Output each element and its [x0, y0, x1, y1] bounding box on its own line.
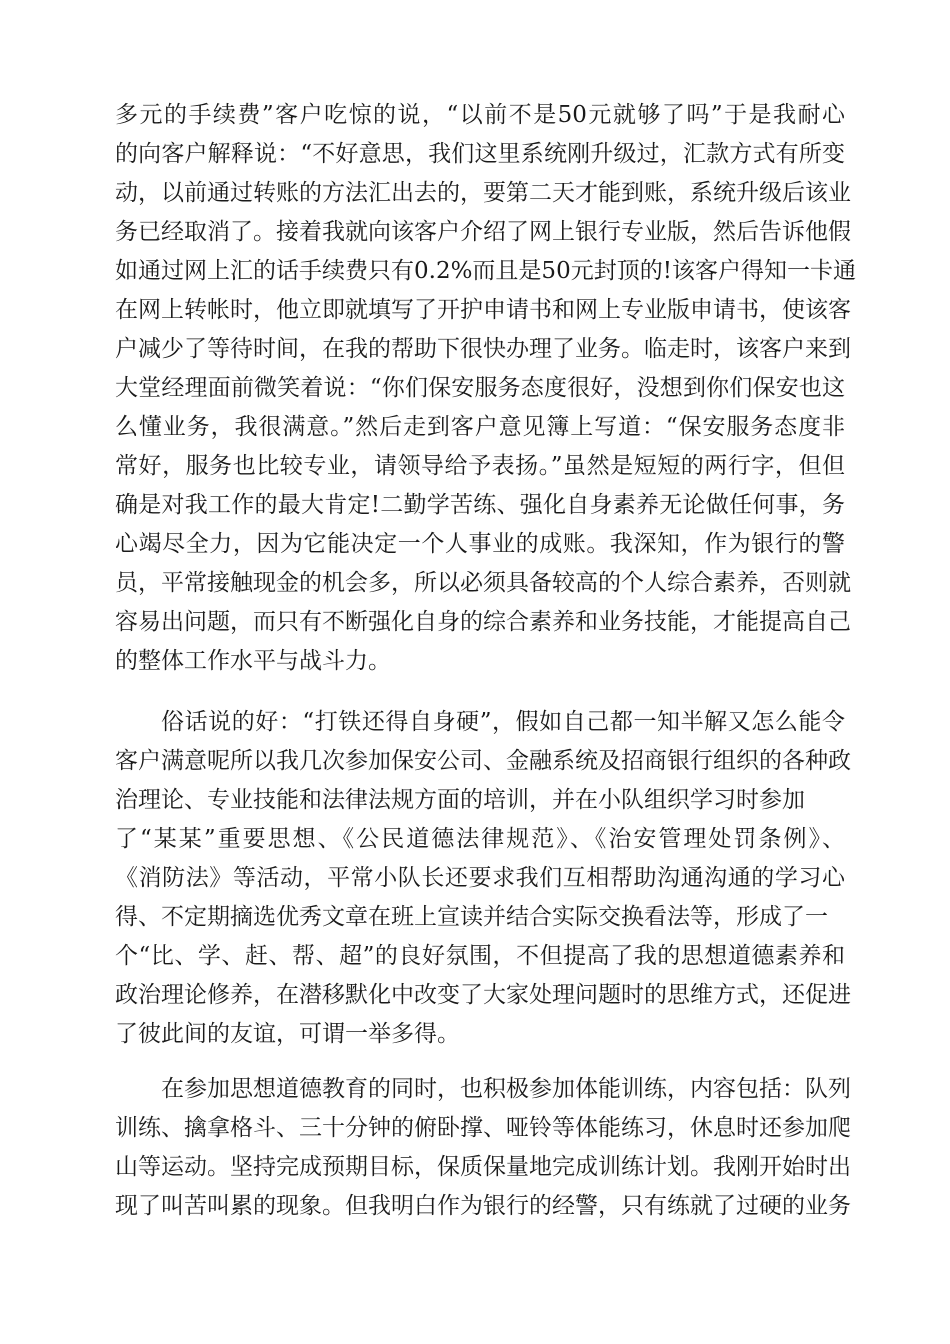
text-line: 的整体工作水平与战斗力。: [115, 648, 391, 674]
text-line: 治理论、专业技能和法律法规方面的培训，并在小队组织学习时参加: [115, 787, 805, 813]
text-line: 个“比、学、赶、帮、超”的良好氛围，不但提高了我的思想道德素养和: [115, 943, 845, 969]
text-line: 得、不定期摘选优秀文章在班上宣读并结合实际交换看法等，形成了一: [115, 904, 828, 930]
text-line: 了“某某”重要思想、《公民道德法律规范》、《治安管理处罚条例》、: [115, 826, 845, 852]
text-line: 了彼此间的友谊，可谓一举多得。: [115, 1021, 460, 1047]
text-line: 心竭尽全力，因为它能决定一个人事业的成账。我深知，作为银行的警: [115, 531, 845, 557]
text-line: 俗话说的好：“打铁还得自身硬”，假如自己都一知半解又怎么能令: [161, 709, 845, 735]
text-line: 客户满意呢所以我几次参加保安公司、金融系统及招商银行组织的各种政: [115, 748, 851, 774]
text-line: 山等运动。坚持完成预期目标，保质保量地完成训练计划。我刚开始时出: [115, 1154, 851, 1180]
text-line: 在网上转帐时，他立即就填写了开护申请书和网上专业版申请书，使该客: [115, 297, 851, 323]
text-line: 员，平常接触现金的机会多，所以必须具备较高的个人综合素养，否则就: [115, 570, 851, 596]
text-line: 现了叫苦叫累的现象。但我明白作为银行的经警，只有练就了过硬的业务: [115, 1193, 851, 1219]
text-line: 在参加思想道德教育的同时，也积极参加体能训练，内容包括：队列: [161, 1076, 851, 1102]
paragraph-3: [115, 1070, 851, 1226]
text-line: 训练、擒拿格斗、三十分钟的俯卧撑、哑铃等体能练习，休息时还参加爬: [115, 1115, 851, 1141]
text-line: 确是对我工作的最大肯定!二勤学苦练、强化自身素养无论做任何事，务: [115, 492, 845, 518]
text-line: 容易出问题，而只有不断强化自身的综合素养和业务技能，才能提高自己: [115, 609, 851, 635]
text-line: 务已经取消了。接着我就向该客户介绍了网上银行专业版，然后告诉他假: [115, 219, 851, 245]
text-line: 户减少了等待时间，在我的帮助下很快办理了业务。临走时，该客户来到: [115, 336, 851, 362]
paragraph-2: [115, 703, 851, 1054]
text-line: 多元的手续费”客户吃惊的说，“以前不是50元就够了吗”于是我耐心: [115, 102, 845, 128]
text-line: 如通过网上汇的话手续费只有0.2%而且是50元封顶的!该客户得知一卡通: [115, 258, 856, 284]
text-line: 《消防法》等活动，平常小队长还要求我们互相帮助沟通沟通的学习心: [115, 865, 845, 891]
paragraph-1: [115, 96, 856, 681]
text-line: 常好，服务也比较专业，请领导给予表扬。”虽然是短短的两行字，但但: [115, 453, 845, 479]
text-line: 政治理论修养，在潜移默化中改变了大家处理问题时的思维方式，还促进: [115, 982, 851, 1008]
text-line: 大堂经理面前微笑着说：“你们保安服务态度很好，没想到你们保安也这: [115, 375, 845, 401]
text-line: 动，以前通过转账的方法汇出去的，要第二天才能到账，系统升级后该业: [115, 180, 851, 206]
text-line: 的向客户解释说：“不好意思，我们这里系统刚升级过，汇款方式有所变: [115, 141, 845, 167]
text-line: 么懂业务，我很满意。”然后走到客户意见簿上写道：“保安服务态度非: [115, 414, 845, 440]
